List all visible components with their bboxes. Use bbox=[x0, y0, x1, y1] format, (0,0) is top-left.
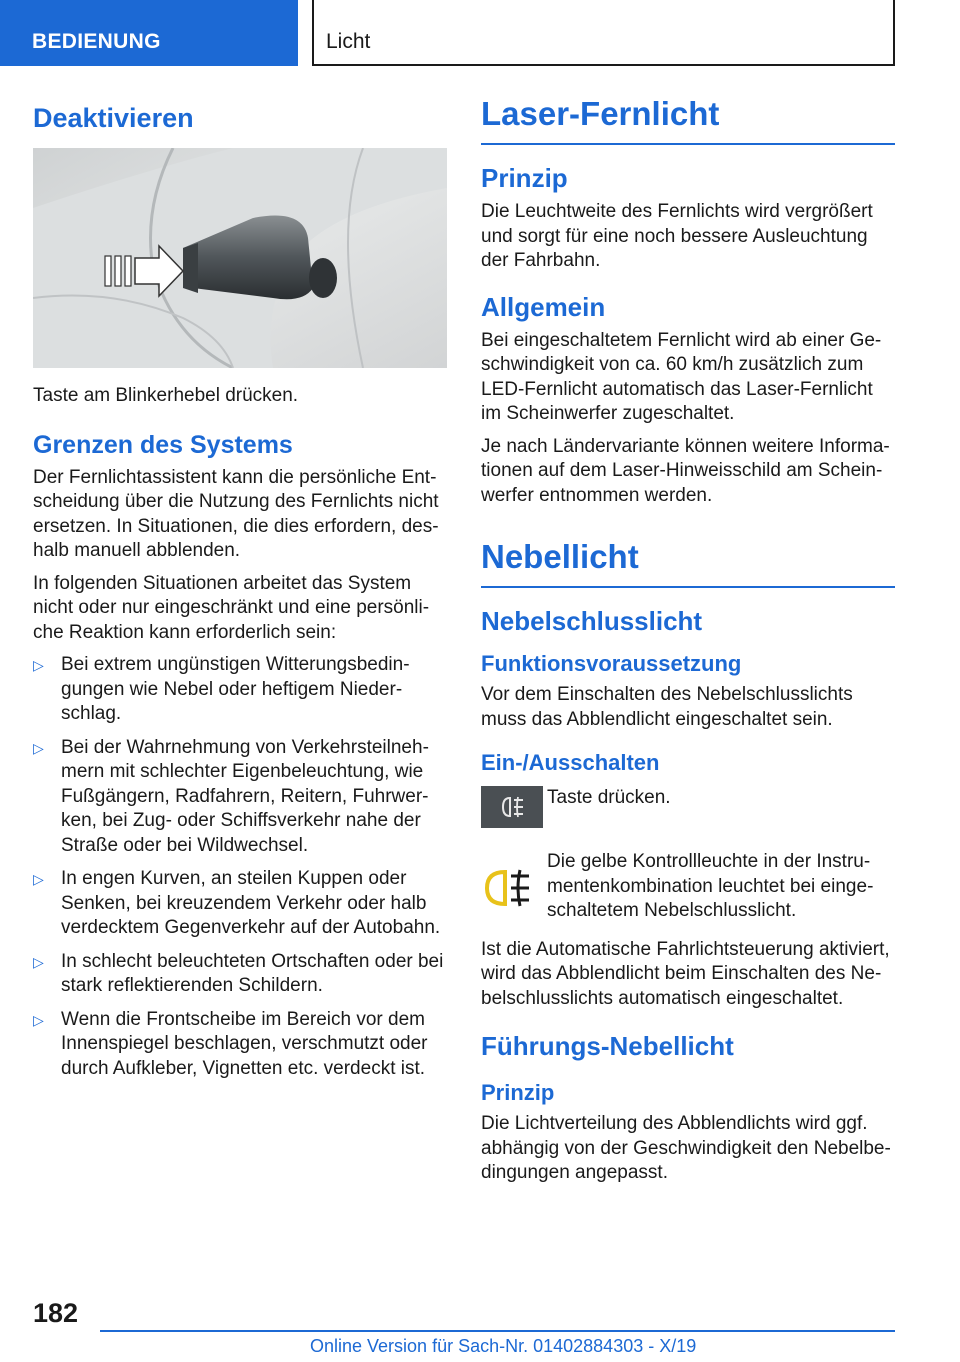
button-instruction bbox=[481, 786, 895, 836]
list-item: ▷ Bei extrem ungünstigen Witterungsbedingungen wie Nebel oder heftigem Niederschlag. bbox=[33, 654, 410, 724]
heading-deaktivieren: Deaktivieren bbox=[33, 103, 194, 133]
heading-allgemein: Allgemein bbox=[481, 291, 606, 322]
paragraph: Bei eingeschaltetem Fernlicht wird ab einer Geschwindigkeit von ca. 60 km/h zusätzlich zum LED-Fernlicht automatisch das Laser-Fernlicht im Scheinwerfer zugeschaltet. bbox=[481, 329, 882, 424]
heading-nebelschlusslicht: Nebelschlusslicht bbox=[481, 606, 703, 636]
footer-version: Online Version für Sach-Nr. 01402884303 - X/19 bbox=[310, 1336, 697, 1356]
right-column bbox=[481, 95, 895, 1194]
chapter-laser: Laser-Fernlicht bbox=[481, 95, 895, 145]
list-item: ▷ In schlecht beleuchteten Ortschaften oder bei stark reflektierenden Schildern. bbox=[33, 950, 444, 996]
list-item: ▷ In engen Kurven, an steilen Kuppen oder Senken, bei kreuzendem Verkehr oder halb verdecktem Gegenverkehr auf der Autobahn. bbox=[33, 868, 441, 938]
paragraph: Der Fernlichtassistent kann die persönliche Entscheidung über die Nutzung des Fernlichts nicht ersetzen. In Situationen, die dies erfordern, deshalb manuell abblenden. bbox=[33, 466, 439, 561]
heading-ein-ausschalten: Ein-/Ausschalten bbox=[481, 750, 660, 775]
paragraph: Je nach Ländervariante können weitere Informationen auf dem Laser-Hinweisschild am Scheinwerfer entnommen werden. bbox=[481, 435, 890, 506]
photo-caption: Taste am Blinkerhebel drücken. bbox=[33, 385, 299, 406]
triangle-bullet-icon: ▷ bbox=[33, 739, 44, 756]
heading-prinzip: Prinzip bbox=[481, 163, 568, 193]
triangle-bullet-icon: ▷ bbox=[33, 1011, 44, 1028]
list-item: ▷ Bei der Wahrnehmung von Verkehrsteilnehmern mit schlechter Eigenbeleuchtung, wie Fußgängern, Radfahrern, Reitern, Fuhrwerken, bei Zug- oder Schiffsverkehr nahe der Straße oder bei Wildwechsel. bbox=[33, 736, 429, 856]
paragraph: Die Leuchtweite des Fernlichts wird vergrößert und sorgt für eine noch bessere Ausleuchtung der Fahrbahn. bbox=[481, 201, 873, 271]
triangle-bullet-icon: ▷ bbox=[33, 657, 44, 673]
heading-grenzen: Grenzen des Systems bbox=[33, 430, 293, 459]
footer-divider bbox=[100, 1330, 895, 1332]
heading-prinzip: Prinzip bbox=[481, 1080, 555, 1105]
page-number: 182 bbox=[33, 1298, 79, 1328]
rear-fog-indicator-icon bbox=[481, 864, 537, 912]
section-tab: BEDIENUNG bbox=[0, 0, 298, 66]
heading-fuehrungs-nebellicht: Führungs-Nebellicht bbox=[481, 1031, 734, 1061]
limitations-list bbox=[33, 653, 447, 1081]
triangle-bullet-icon: ▷ bbox=[33, 871, 44, 887]
paragraph: Vor dem Einschalten des Nebelschlusslichts muss das Abblendlicht eingeschaltet sein. bbox=[481, 684, 853, 730]
list-item: ▷ Wenn die Frontscheibe im Bereich vor dem Innenspiegel beschlagen, verschmutzt oder durch Aufkleber, Vignetten etc. verdeckt ist. bbox=[33, 1008, 428, 1079]
chapter-nebellicht: Nebellicht bbox=[481, 538, 895, 588]
chapter-title: Licht bbox=[312, 0, 895, 66]
paragraph: In folgenden Situationen arbeitet das System nicht oder nur eingeschränkt und eine persönliche Reaktion kann erforderlich sein: bbox=[33, 572, 430, 643]
page-header bbox=[0, 0, 960, 66]
heading-funktionsvoraussetzung: Funktionsvoraussetzung bbox=[481, 651, 742, 676]
rear-fog-button-icon bbox=[481, 786, 543, 828]
paragraph: Taste drücken. bbox=[547, 787, 671, 808]
paragraph: Die gelbe Kontrollleuchte in der Instrumentenkombination leuchtet bei eingeschaltetem Nebelschlusslicht. bbox=[547, 851, 874, 921]
paragraph: Die Lichtverteilung des Abblendlichts wird ggf. abhängig von der Geschwindigkeit den Nebelbedingungen angepasst. bbox=[481, 1113, 891, 1183]
triangle-bullet-icon: ▷ bbox=[33, 953, 44, 970]
turn-signal-lever-photo bbox=[33, 148, 447, 368]
indicator-instruction bbox=[481, 850, 895, 924]
left-column bbox=[33, 95, 447, 1090]
paragraph: Ist die Automatische Fahrlichtsteuerung aktiviert, wird das Abblendlicht beim Einschalten des Nebelschlusslichts automatisch eingeschaltet. bbox=[481, 938, 890, 1009]
